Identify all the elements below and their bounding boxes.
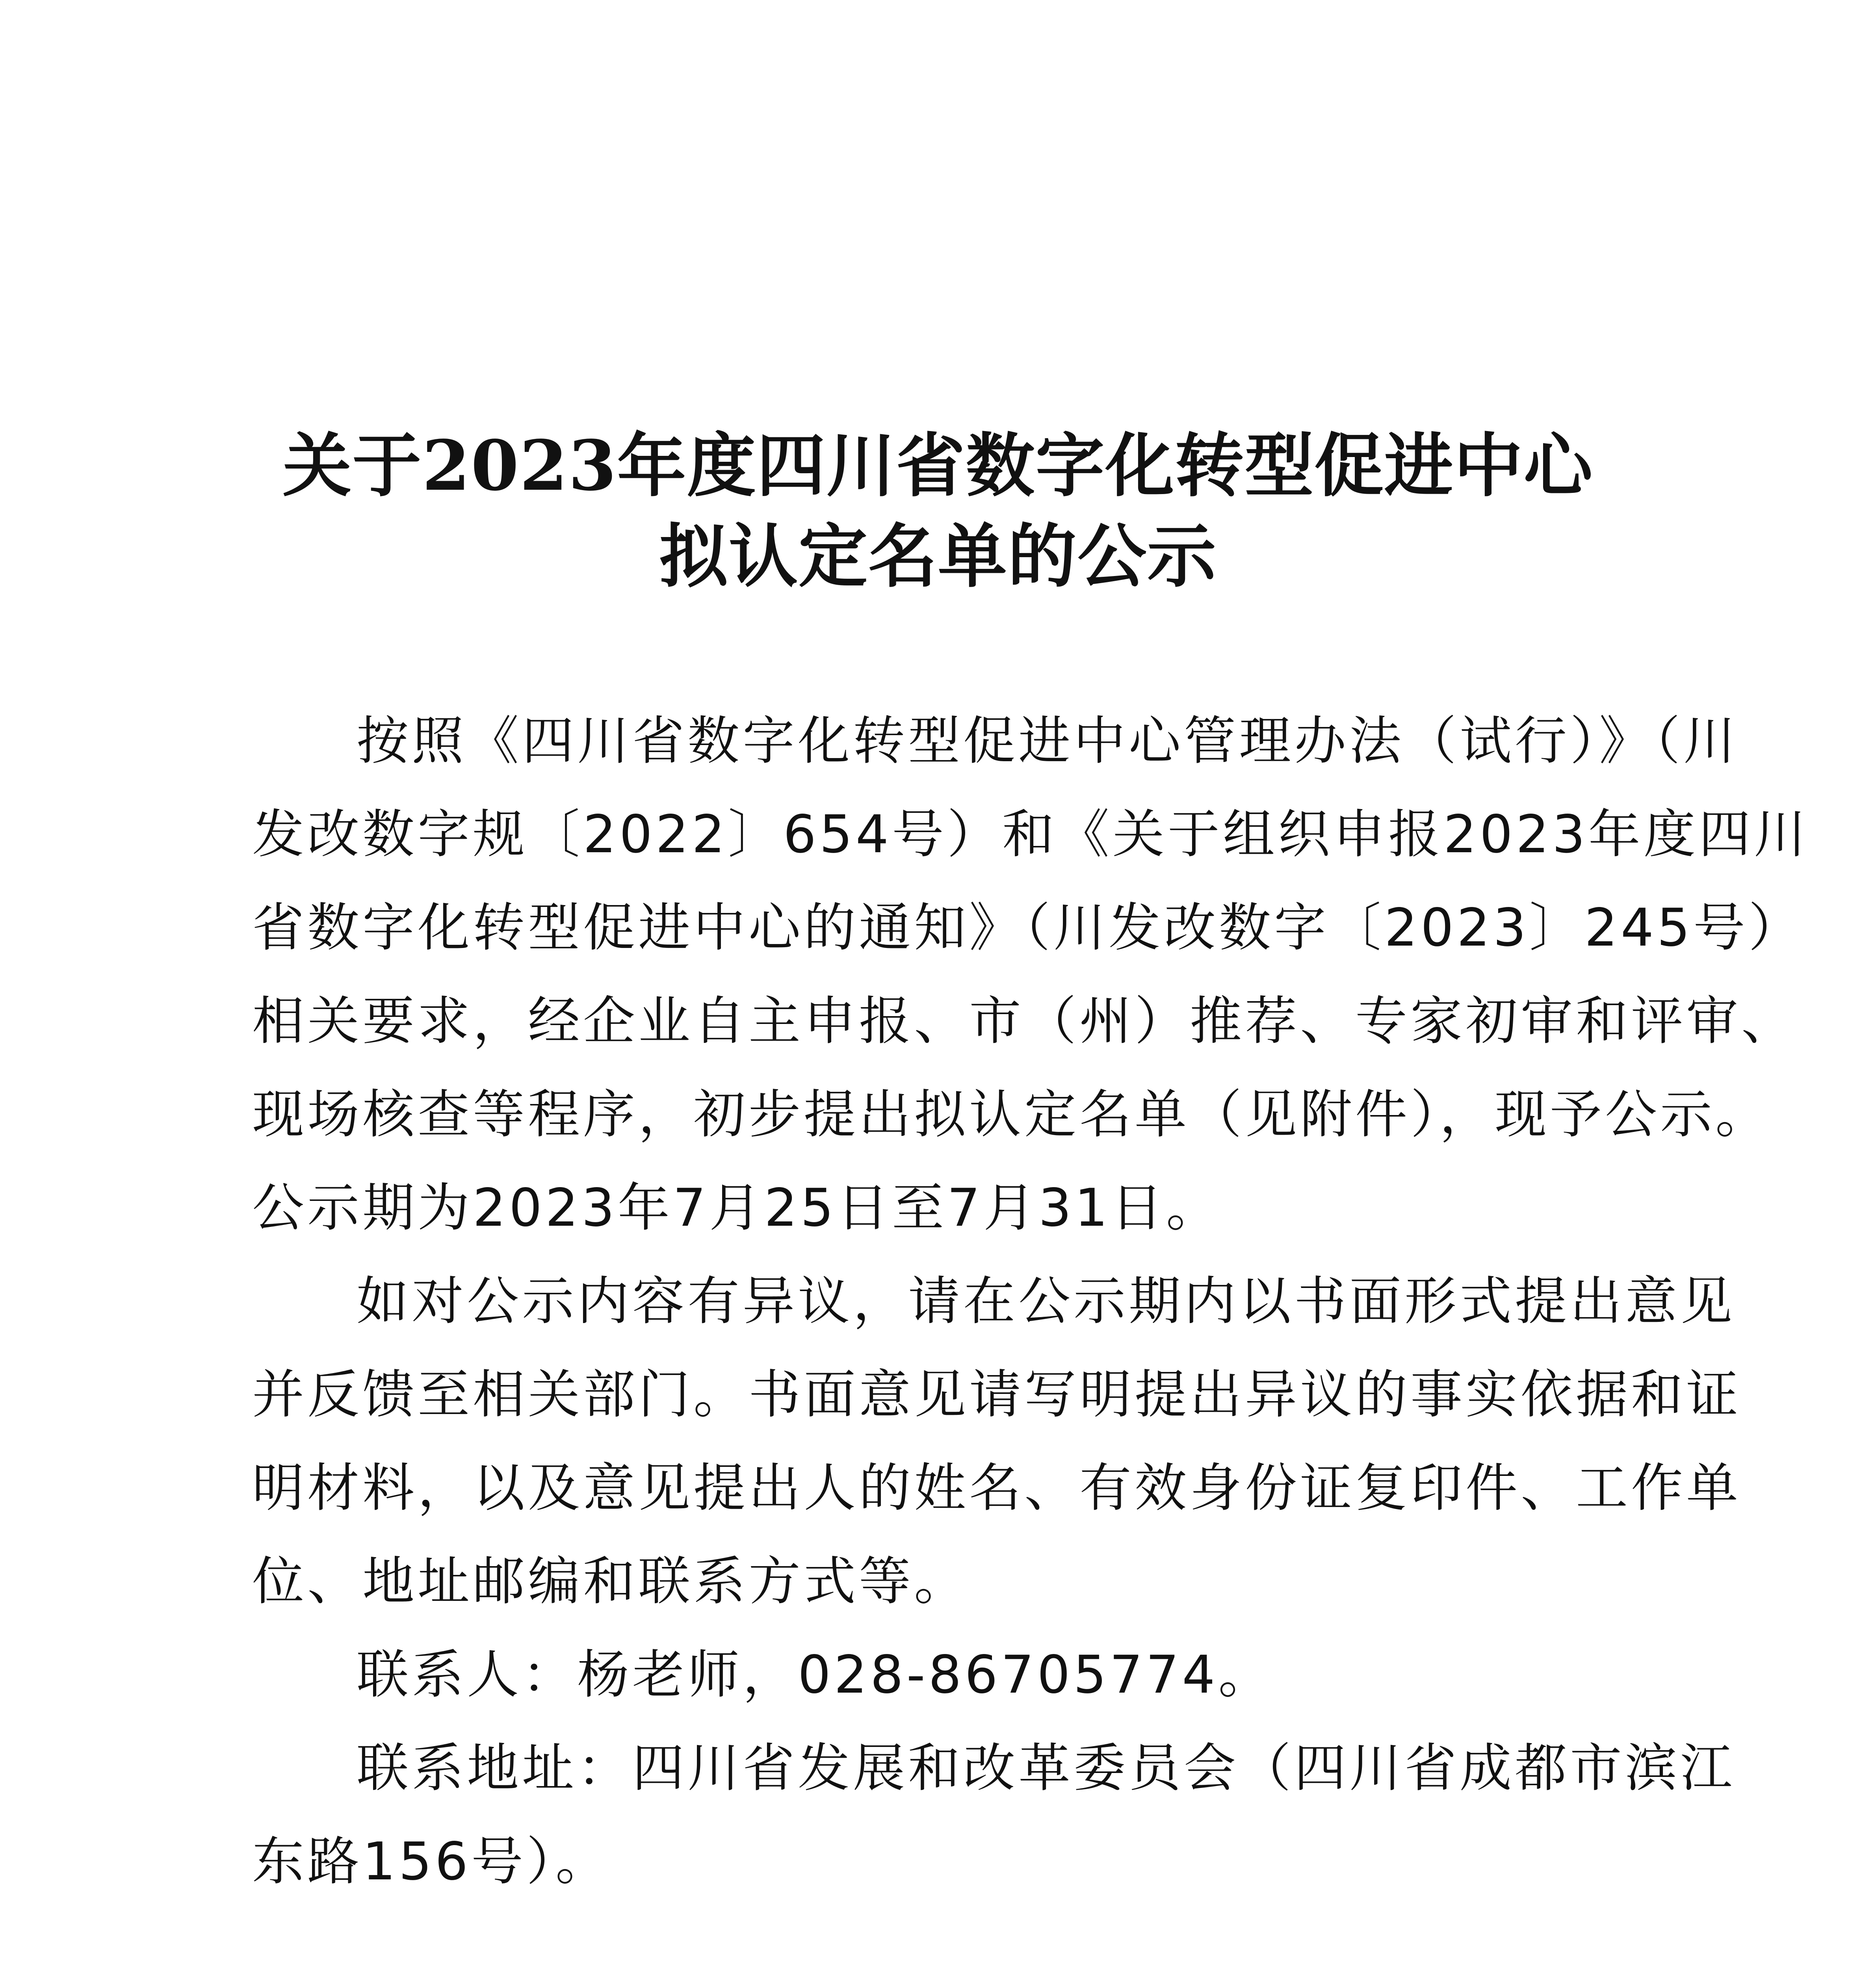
paragraph-2-line: 明材料，以及意见提出人的姓名、有效身份证复印件、工作单 <box>252 1458 1741 1518</box>
paragraph-2-line: 如对公示内容有异议，请在公示期内以书面形式提出意见 <box>357 1271 1735 1332</box>
paragraph-1-line: 现场核查等程序，初步提出拟认定名单（见附件），现予公示。 <box>252 1084 1770 1145</box>
paragraph-1-line: 公示期为2023年7月25日至7月31日。 <box>252 1178 1221 1238</box>
paragraph-1-line: 发改数字规〔2022〕654号）和《关于组织申报2023年度四川 <box>252 804 1809 865</box>
contact-address-line: 东路156号）。 <box>252 1831 611 1892</box>
paragraph-2-line: 位、地址邮编和联系方式等。 <box>252 1551 969 1612</box>
paragraph-1-line: 按照《四川省数字化转型促进中心管理办法（试行）》（川 <box>357 711 1739 771</box>
document-title-line-1: 关于2023年度四川省数字化转型促进中心 <box>282 426 1594 506</box>
contact-address-line: 联系地址：四川省发展和改革委员会（四川省成都市滨江 <box>357 1738 1735 1799</box>
paragraph-1-line: 省数字化转型促进中心的通知》（川发改数字〔2023〕245号） <box>252 898 1804 958</box>
paragraph-2-line: 并反馈至相关部门。书面意见请写明提出异议的事实依据和证 <box>252 1364 1741 1425</box>
paragraph-1-line: 相关要求，经企业自主申报、市（州）推荐、专家初审和评审、 <box>252 991 1796 1052</box>
document-title-line-2: 拟认定名单的公示 <box>659 516 1217 597</box>
contact-person: 联系人：杨老师，028-86705774。 <box>357 1645 1274 1705</box>
